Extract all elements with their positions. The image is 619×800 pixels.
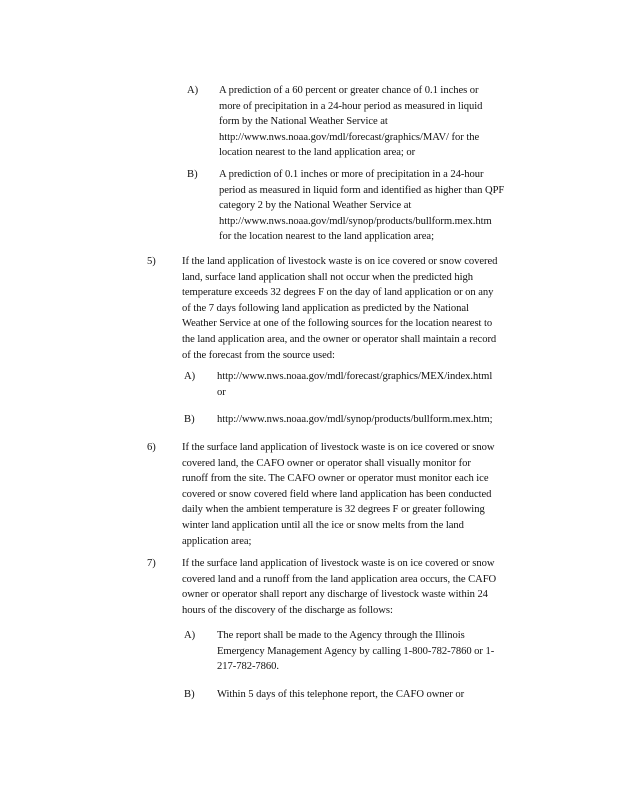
url-line: http://www.nws.noaa.gov/mdl/synop/products/bullform.mex.htm; (217, 414, 493, 425)
item-text-a-60-percent (219, 83, 482, 161)
item-label-7b: B) (184, 689, 195, 700)
item-text-5a-url (217, 369, 492, 400)
item-label-5: 5) (147, 256, 156, 267)
text-line: hours of the discovery of the discharge as follows: (182, 604, 393, 616)
text-line: Within 5 days of this telephone report, the CAFO owner or (217, 689, 465, 700)
text-line: The report shall be made to the Agency through the Illinois (217, 630, 465, 641)
text-line: A prediction of 0.1 inches or more of precipitation in a 24-hour (219, 169, 484, 180)
text-line: location nearest to the land application area; or (219, 147, 416, 159)
text-line: A prediction of a 60 percent or greater chance of 0.1 inches or (219, 85, 479, 96)
text-line: category 2 by the National Weather Service at (219, 200, 412, 212)
item-text-7a (217, 628, 494, 675)
text-line: 217-782-7860. (217, 661, 280, 673)
text-line: the land application area, and the owner or operator shall maintain a record (182, 333, 497, 345)
text-line: If the surface land application of livestock waste is on ice covered or snow (182, 442, 495, 453)
text-line: period as measured in liquid form and identified as higher than QPF (219, 184, 505, 196)
text-line: temperature exceeds 32 degrees F on the day of land application or on any (182, 287, 494, 299)
text-line: for the location nearest to the land application area; (219, 231, 434, 243)
text-line: Weather Service at one of the following sources for the location nearest to (182, 318, 493, 330)
item-label-7a: A) (184, 630, 196, 641)
item-text-6 (182, 440, 494, 549)
item-text-5b-url (217, 412, 493, 428)
text-line: covered land, the CAFO owner or operator shall visually monitor for (182, 457, 471, 469)
item-text-7b (217, 687, 464, 703)
text-line: Emergency Management Agency by calling 1-800-782-7860 or 1- (217, 645, 495, 657)
text-line: If the land application of livestock waste is on ice covered or snow covered (182, 256, 498, 267)
item-label-b: B) (187, 169, 198, 180)
text-line: covered land and a runoff from the land application area occurs, the CAFO (182, 573, 497, 585)
text-line: daily when the ambient temperature is 32 degrees F or greater following (182, 504, 485, 516)
url-line: http://www.nws.noaa.gov/mdl/forecast/graphics/MEX/index.html (217, 371, 493, 382)
text-line: of the forecast from the source used: (182, 349, 335, 361)
text-line: application area; (182, 535, 252, 547)
item-text-7 (182, 556, 496, 618)
text-line: winter land application until all the ice or snow melts from the land (182, 519, 464, 531)
text-line: land, surface land application shall not occur when the predicted high (182, 271, 473, 283)
text-line: covered or snow covered field where land application has been conducted (182, 488, 492, 500)
text-line: runoff from the site. The CAFO owner or operator must monitor each ice (182, 473, 489, 485)
text-line: owner or operator shall report any discharge of livestock waste within 24 (182, 589, 488, 601)
item-text-b-qpf (219, 167, 504, 245)
text-line: If the surface land application of livestock waste is on ice covered or snow (182, 558, 495, 569)
item-label-6: 6) (147, 442, 156, 453)
item-label-a: A) (187, 85, 199, 96)
text-line: http://www.nws.noaa.gov/mdl/forecast/graphics/MAV/ for the (219, 131, 480, 143)
item-text-5 (182, 254, 497, 363)
text-line: http://www.nws.noaa.gov/mdl/synop/products/bullform.mex.htm (219, 215, 492, 227)
text-line: of the 7 days following land application as predicted by the National (182, 302, 469, 314)
item-label-5a: A) (184, 371, 196, 382)
text-line: form by the National Weather Service at (219, 116, 388, 128)
text-line: or (217, 386, 226, 398)
text-line: more of precipitation in a 24-hour period as measured in liquid (219, 100, 483, 112)
item-label-7: 7) (147, 558, 156, 569)
item-label-5b: B) (184, 414, 195, 425)
